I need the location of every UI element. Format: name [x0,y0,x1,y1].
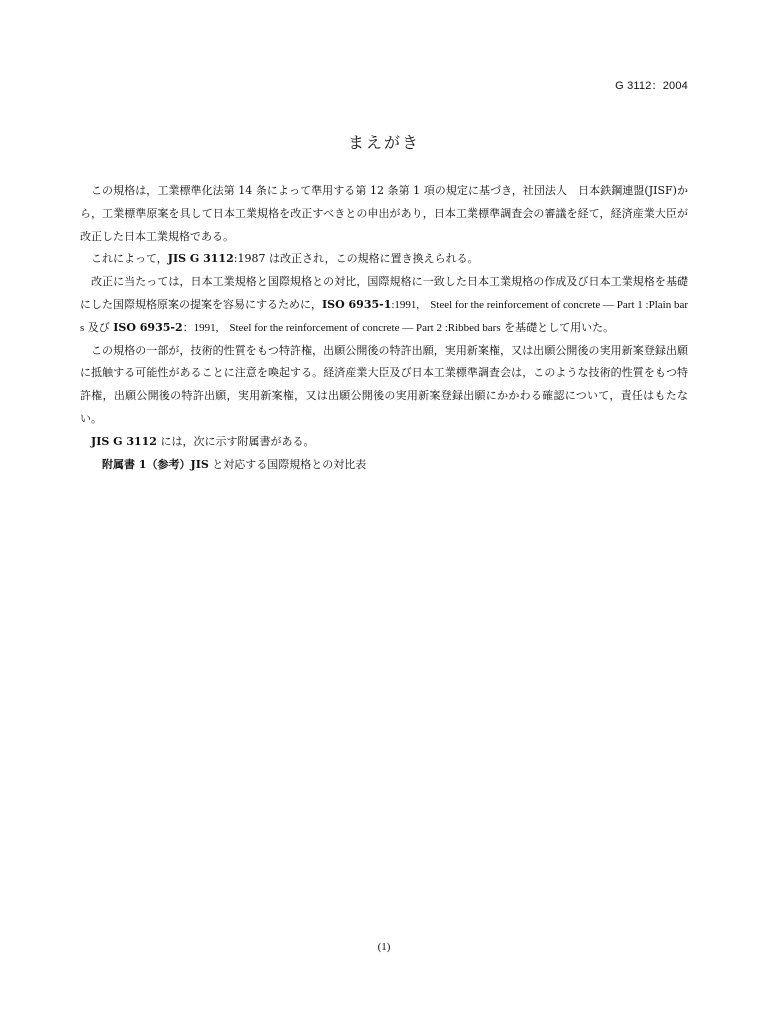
page-number: (1) [377,941,391,953]
paragraph-text: ：1991, [182,321,230,334]
page-title: まえがき [347,133,420,152]
annex-list-item [80,454,688,477]
iso-title-1: Steel for the reinforcement of concrete — Part 1 :Plain bars [80,298,688,334]
paragraph-text: :1991, [391,298,431,311]
paragraph-text: には，次に示す附属書がある。 [156,434,315,448]
paragraph-text: :1987 は改正され，この規格に置き換えられる。 [233,252,479,266]
iso-code-2: ISO 6935-2 [113,320,183,334]
paragraph-text: を基礎として用いた。 [500,320,615,334]
paragraph-revision-basis [80,271,688,339]
paragraph-annex-intro [80,431,688,454]
paragraph-text: これによって， [91,252,168,266]
document-body [80,180,688,476]
annex-kind: （参考） [146,457,191,471]
iso-code-1: ISO 6935-1 [322,297,392,311]
standard-number: G 3112：2004 [615,80,688,92]
paragraph-patent-notice: この規格の一部が，技術的性質をもつ特許権，出願公開後の特許出願，実用新案権，又は出願公開後の実用新案登録出願に抵触する可能性があることに注意を喚起する。経済産業大臣及び日本工業標準調査会は，このような技術的性質をもつ特許権，出願公開後の特許出願，実用新案権，又は出願公開後の実用新案登録出願にかかわる確認について，責任はもたない。 [80,343,688,425]
jis-code: JIS G 3112 [167,252,234,266]
jis-code: JIS G 3112 [91,434,157,448]
annex-jis: JIS [190,457,209,471]
paragraph-text: 及び [84,320,114,334]
annex-title: と対応する国際規格との対比表 [208,457,367,471]
iso-title-2: Steel for the reinforcement of concrete — Part 2 :Ribbed bars [229,321,501,334]
paragraph-text: 改正に当たっては，日本工業規格と国際規格との対比，国際規格に一致した日本工業規格の作成及び日本工業規格を基礎にした国際規格原案の提案を容易にするために， [80,275,688,311]
annex-label: 附属書 1 [102,457,147,471]
paragraph-purpose: この規格は，工業標準化法第 14 条によって準用する第 12 条第 1 項の規定に基づき，社団法人 日本鉄鋼連盟(JISF)から，工業標準原案を具して日本工業規格を改正すべきとの申出があり，日本工業標準調査会の審議を経て，経済産業大臣が改正した日本工業規格である。 [80,184,688,243]
paragraph-replacement [80,248,688,271]
